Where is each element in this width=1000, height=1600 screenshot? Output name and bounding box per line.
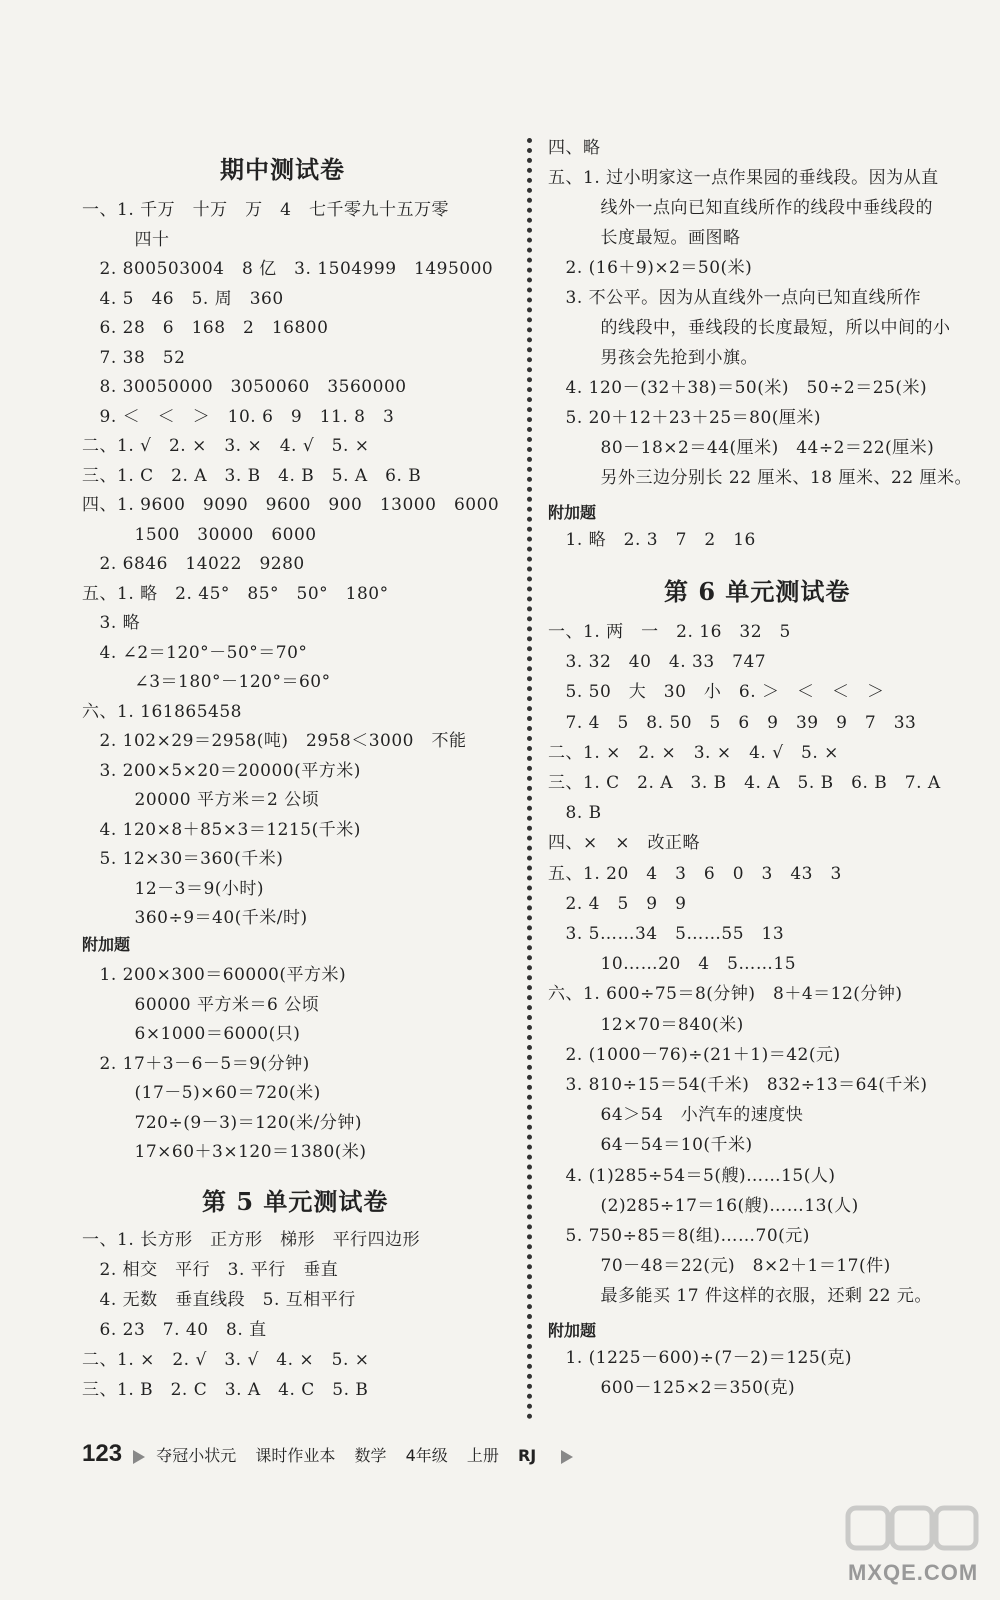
- answer-line: 五、1. 过小明家这一点作果园的垂线段。因为从直: [548, 168, 939, 188]
- answer-line: 五、1. 略 2. 45° 85° 50° 180°: [82, 583, 389, 604]
- answer-line: 20000 平方米＝2 公顷: [82, 790, 320, 810]
- answer-line: 5. 20＋12＋23＋25＝80(厘米): [548, 408, 822, 428]
- answer-line: 3. 5……34 5……55 13: [548, 924, 785, 944]
- footer-brand: 夺冠小状元: [156, 1446, 237, 1465]
- answer-line: 4. ∠2＝120°－50°＝70°: [82, 642, 308, 663]
- answer-line: 12－3＝9(小时): [82, 878, 265, 899]
- footer-subject: 数学: [354, 1446, 387, 1465]
- answer-line: 四十: [82, 229, 170, 250]
- left-extra-heading: 附加题: [82, 935, 131, 954]
- answer-line: 80－18×2＝44(厘米) 44÷2＝22(厘米): [548, 438, 935, 458]
- page-footer: [82, 1440, 579, 1480]
- answer-line: 最多能买 17 件这样的衣服，还剩 22 元。: [548, 1286, 932, 1307]
- footer-edition: RJ: [517, 1446, 537, 1465]
- answer-line: 四、× × 改正略: [548, 833, 700, 854]
- answer-line: 17×60＋3×120＝1380(米): [82, 1142, 367, 1162]
- answer-line: 9. ＜ ＜ ＞ 10. 6 9 11. 8 3: [82, 406, 395, 427]
- watermark-url: MXQE.COM: [848, 1560, 979, 1585]
- answer-line: 2. 102×29＝2958(吨) 2958＜3000 不能: [82, 731, 467, 751]
- answer-line: 12×70＝840(米): [548, 1014, 744, 1035]
- answer-line: 的线段中，垂线段的长度最短，所以中间的小: [548, 318, 951, 338]
- answer-line: ∠3＝180°－120°＝60°: [82, 672, 331, 692]
- answer-line: 男孩会先抢到小旗。: [548, 348, 758, 368]
- answer-line: 4. 5 46 5. 周 360: [82, 288, 284, 309]
- answer-line: 4. 无数 垂直线段 5. 互相平行: [82, 1290, 356, 1310]
- right-extra-heading-2: 附加题: [548, 1321, 597, 1340]
- answer-line: 3. 810÷15＝54(千米) 832÷13＝64(千米): [548, 1075, 928, 1095]
- answer-line: 70－48＝22(元) 8×2＋1＝17(件): [548, 1256, 891, 1277]
- answer-line: 7. 38 52: [82, 347, 186, 368]
- answer-line: 1. 略 2. 3 7 2 16: [548, 530, 756, 550]
- answer-line: 4. 120－(32＋38)＝50(米) 50÷2＝25(米): [548, 378, 928, 398]
- answer-line: 5. 750÷85＝8(组)……70(元): [548, 1226, 810, 1246]
- answer-line: 8. 30050000 3050060 3560000: [82, 377, 407, 397]
- answer-line: 三、1. B 2. C 3. A 4. C 5. B: [82, 1380, 369, 1400]
- arrow-icon: [133, 1450, 145, 1464]
- answer-line: 6. 28 6 168 2 16800: [82, 318, 329, 338]
- answer-line: 3. 不公平。因为从直线外一点向已知直线所作: [548, 288, 922, 308]
- answer-line: 2. 17＋3－6－5＝9(分钟): [82, 1053, 310, 1074]
- right-extra-heading: 附加题: [548, 503, 597, 522]
- answer-line: 2. 800503004 8 亿 3. 1504999 1495000: [82, 259, 494, 279]
- answer-line: 5. 12×30＝360(千米): [82, 849, 284, 869]
- answer-line: 3. 32 40 4. 33 747: [548, 652, 767, 673]
- answer-line: 四、略: [548, 138, 601, 158]
- page-number: 123: [82, 1440, 123, 1467]
- footer-grade: 4年级: [405, 1446, 448, 1465]
- answer-line: 三、1. C 2. A 3. B 4. A 5. B 6. B 7. A: [548, 773, 941, 793]
- answer-line: 五、1. 20 4 3 6 0 3 43 3: [548, 863, 842, 884]
- answer-line: 2. (1000－76)÷(21＋1)＝42(元): [548, 1044, 841, 1065]
- answer-line: 六、1. 600÷75＝8(分钟) 8＋4＝12(分钟): [548, 984, 903, 1005]
- answer-line: 1. (1225－600)÷(7－2)＝125(克): [548, 1348, 852, 1368]
- answer-line: 二、1. × 2. × 3. × 4. √ 5. ×: [548, 742, 839, 763]
- answer-line: 3. 略: [82, 613, 141, 633]
- right-title: 第 6 单元测试卷: [664, 577, 851, 606]
- answer-line: (2)285÷17＝16(艘)……13(人): [548, 1195, 859, 1216]
- answer-line: 720÷(9－3)＝120(米/分钟): [82, 1112, 363, 1133]
- answer-line: 64－54＝10(千米): [548, 1135, 753, 1156]
- answer-line: 3. 200×5×20＝20000(平方米): [82, 760, 361, 781]
- answer-line: 四、1. 9600 9090 9600 900 13000 6000: [82, 495, 500, 515]
- answer-line: 一、1. 千万 十万 万 4 七千零九十五万零: [82, 200, 449, 220]
- answer-line: 2. 6846 14022 9280: [82, 554, 305, 574]
- answer-line: 5. 50 大 30 小 6. ＞ ＜ ＜ ＞: [548, 682, 885, 703]
- answer-line: 6×1000＝6000(只): [82, 1024, 301, 1044]
- arrow-icon: [561, 1450, 573, 1464]
- answer-line: 另外三边分别长 22 厘米、18 厘米、22 厘米。: [548, 468, 973, 488]
- answer-line: 64＞54 小汽车的速度快: [548, 1105, 804, 1126]
- footer-book: 课时作业本: [255, 1446, 336, 1465]
- answer-line: 线外一点向已知直线所作的线段中垂线段的: [548, 198, 933, 218]
- answer-line: 一、1. 长方形 正方形 梯形 平行四边形: [82, 1230, 421, 1250]
- answer-line: 7. 4 5 8. 50 5 6 9 39 9 7 33: [548, 712, 917, 733]
- column-divider: [527, 138, 532, 1420]
- answer-line: 二、1. × 2. √ 3. √ 4. × 5. ×: [82, 1350, 370, 1370]
- answer-line: 8. B: [548, 803, 602, 824]
- answer-line: 600－125×2＝350(克): [548, 1378, 796, 1398]
- answer-line: 2. 4 5 9 9: [548, 893, 687, 914]
- answer-line: 4. (1)285÷54＝5(艘)……15(人): [548, 1165, 836, 1186]
- answer-line: 2. 相交 平行 3. 平行 垂直: [82, 1260, 339, 1280]
- left-title-2: 第 5 单元测试卷: [202, 1187, 389, 1216]
- answer-line: 10……20 4 5……15: [548, 954, 797, 975]
- answer-line: 1500 30000 6000: [82, 524, 317, 545]
- answer-line: 六、1. 161865458: [82, 701, 242, 722]
- footer-volume: 上册: [466, 1446, 499, 1465]
- answer-line: 4. 120×8＋85×3＝1215(千米): [82, 819, 361, 840]
- answer-line: 60000 平方米＝6 公顷: [82, 994, 320, 1015]
- answer-line: 2. (16＋9)×2＝50(米): [548, 258, 753, 278]
- answer-line: (17－5)×60＝720(米): [82, 1083, 321, 1103]
- left-title: 期中测试卷: [220, 155, 345, 184]
- answer-line: 360÷9＝40(千米/时): [82, 908, 308, 928]
- answer-line: 长度最短。画图略: [548, 228, 741, 248]
- answer-line: 6. 23 7. 40 8. 直: [82, 1320, 267, 1340]
- answer-line: 二、1. √ 2. × 3. × 4. √ 5. ×: [82, 436, 370, 456]
- answer-line: 1. 200×300＝60000(平方米): [82, 965, 347, 985]
- answer-line: 一、1. 两 一 2. 16 32 5: [548, 622, 791, 642]
- answer-line: 三、1. C 2. A 3. B 4. B 5. A 6. B: [82, 465, 422, 486]
